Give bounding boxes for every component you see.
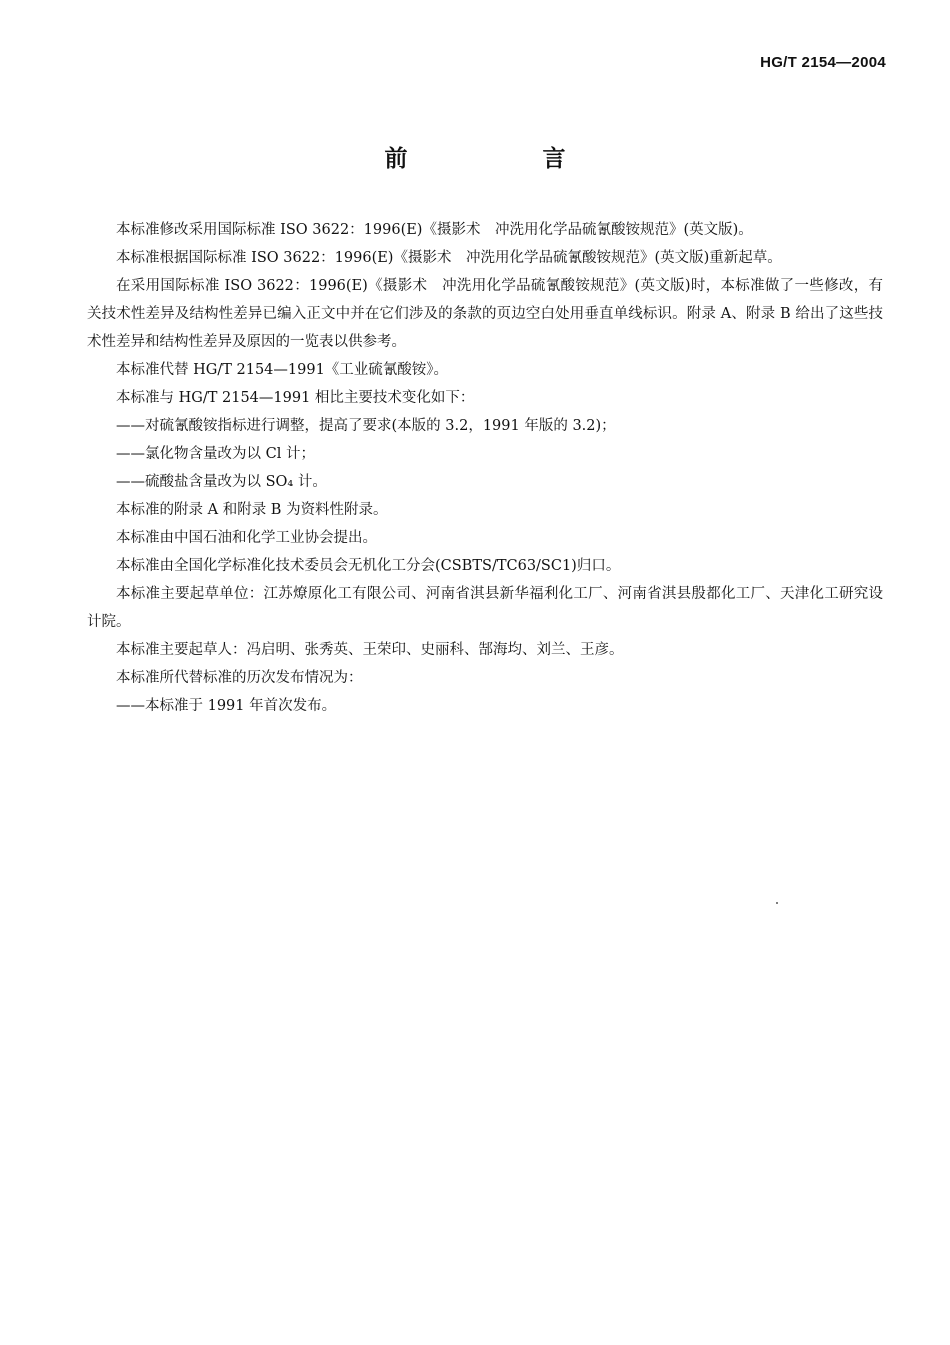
paragraph-replaces: 本标准代替 HG/T 2154—1991《工业硫氰酸铵》。 (116, 362, 449, 378)
paragraph-changes-intro: 本标准与 HG/T 2154—1991 相比主要技术变化如下： (116, 390, 475, 406)
paragraph-redrafted: 本标准根据国际标准 ISO 3622：1996(E)《摄影术 冲洗用化学品硫氰酸铵规范》(英文版)重新起草。 (116, 250, 782, 266)
scan-speck (776, 902, 778, 904)
foreword-body (87, 216, 883, 720)
standard-code: HG/T 2154—2004 (760, 54, 886, 71)
paragraph-annexes: 本标准的附录 A 和附录 B 为资料性附录。 (116, 502, 388, 518)
paragraph-modifications: 在采用国际标准 ISO 3622：1996(E)《摄影术 冲洗用化学品硫氰酸铵规范》(英文版)时，本标准做了一些修改，有关技术性差异及结构性差异已编入正文中并在它们涉及的条款的页边空白处用垂直单线标识。附录 A、附录 B 给出了这些技术性差异和结构性差异及原因的一览表以供参考。 (87, 278, 883, 350)
paragraph-history-intro: 本标准所代替标准的历次发布情况为： (116, 670, 363, 686)
paragraph-committee: 本标准由全国化学标准化技术委员会无机化工分会(CSBTS/TC63/SC1)归口。 (116, 558, 621, 574)
list-item-history: ——本标准于 1991 年首次发布。 (116, 698, 337, 714)
paragraph-proposed-by: 本标准由中国石油和化学工业协会提出。 (116, 530, 377, 546)
list-item-change: ——氯化物含量改为以 Cl 计； (116, 446, 315, 462)
paragraph-adoption: 本标准修改采用国际标准 ISO 3622：1996(E)《摄影术 冲洗用化学品硫氰酸铵规范》(英文版)。 (116, 222, 753, 238)
list-item-change: ——硫酸盐含量改为以 SO₄ 计。 (116, 474, 327, 490)
page-title: 前 言 (384, 146, 622, 172)
paragraph-drafters: 本标准主要起草人：冯启明、张秀英、王荣印、史丽科、郜海均、刘兰、王彦。 (116, 642, 624, 658)
list-item-change: ——对硫氰酸铵指标进行调整，提高了要求(本版的 3.2，1991 年版的 3.2)； (116, 418, 616, 434)
paragraph-drafting-units: 本标准主要起草单位：江苏燎原化工有限公司、河南省淇县新华福利化工厂、河南省淇县殷都化工厂、天津化工研究设计院。 (87, 586, 883, 630)
